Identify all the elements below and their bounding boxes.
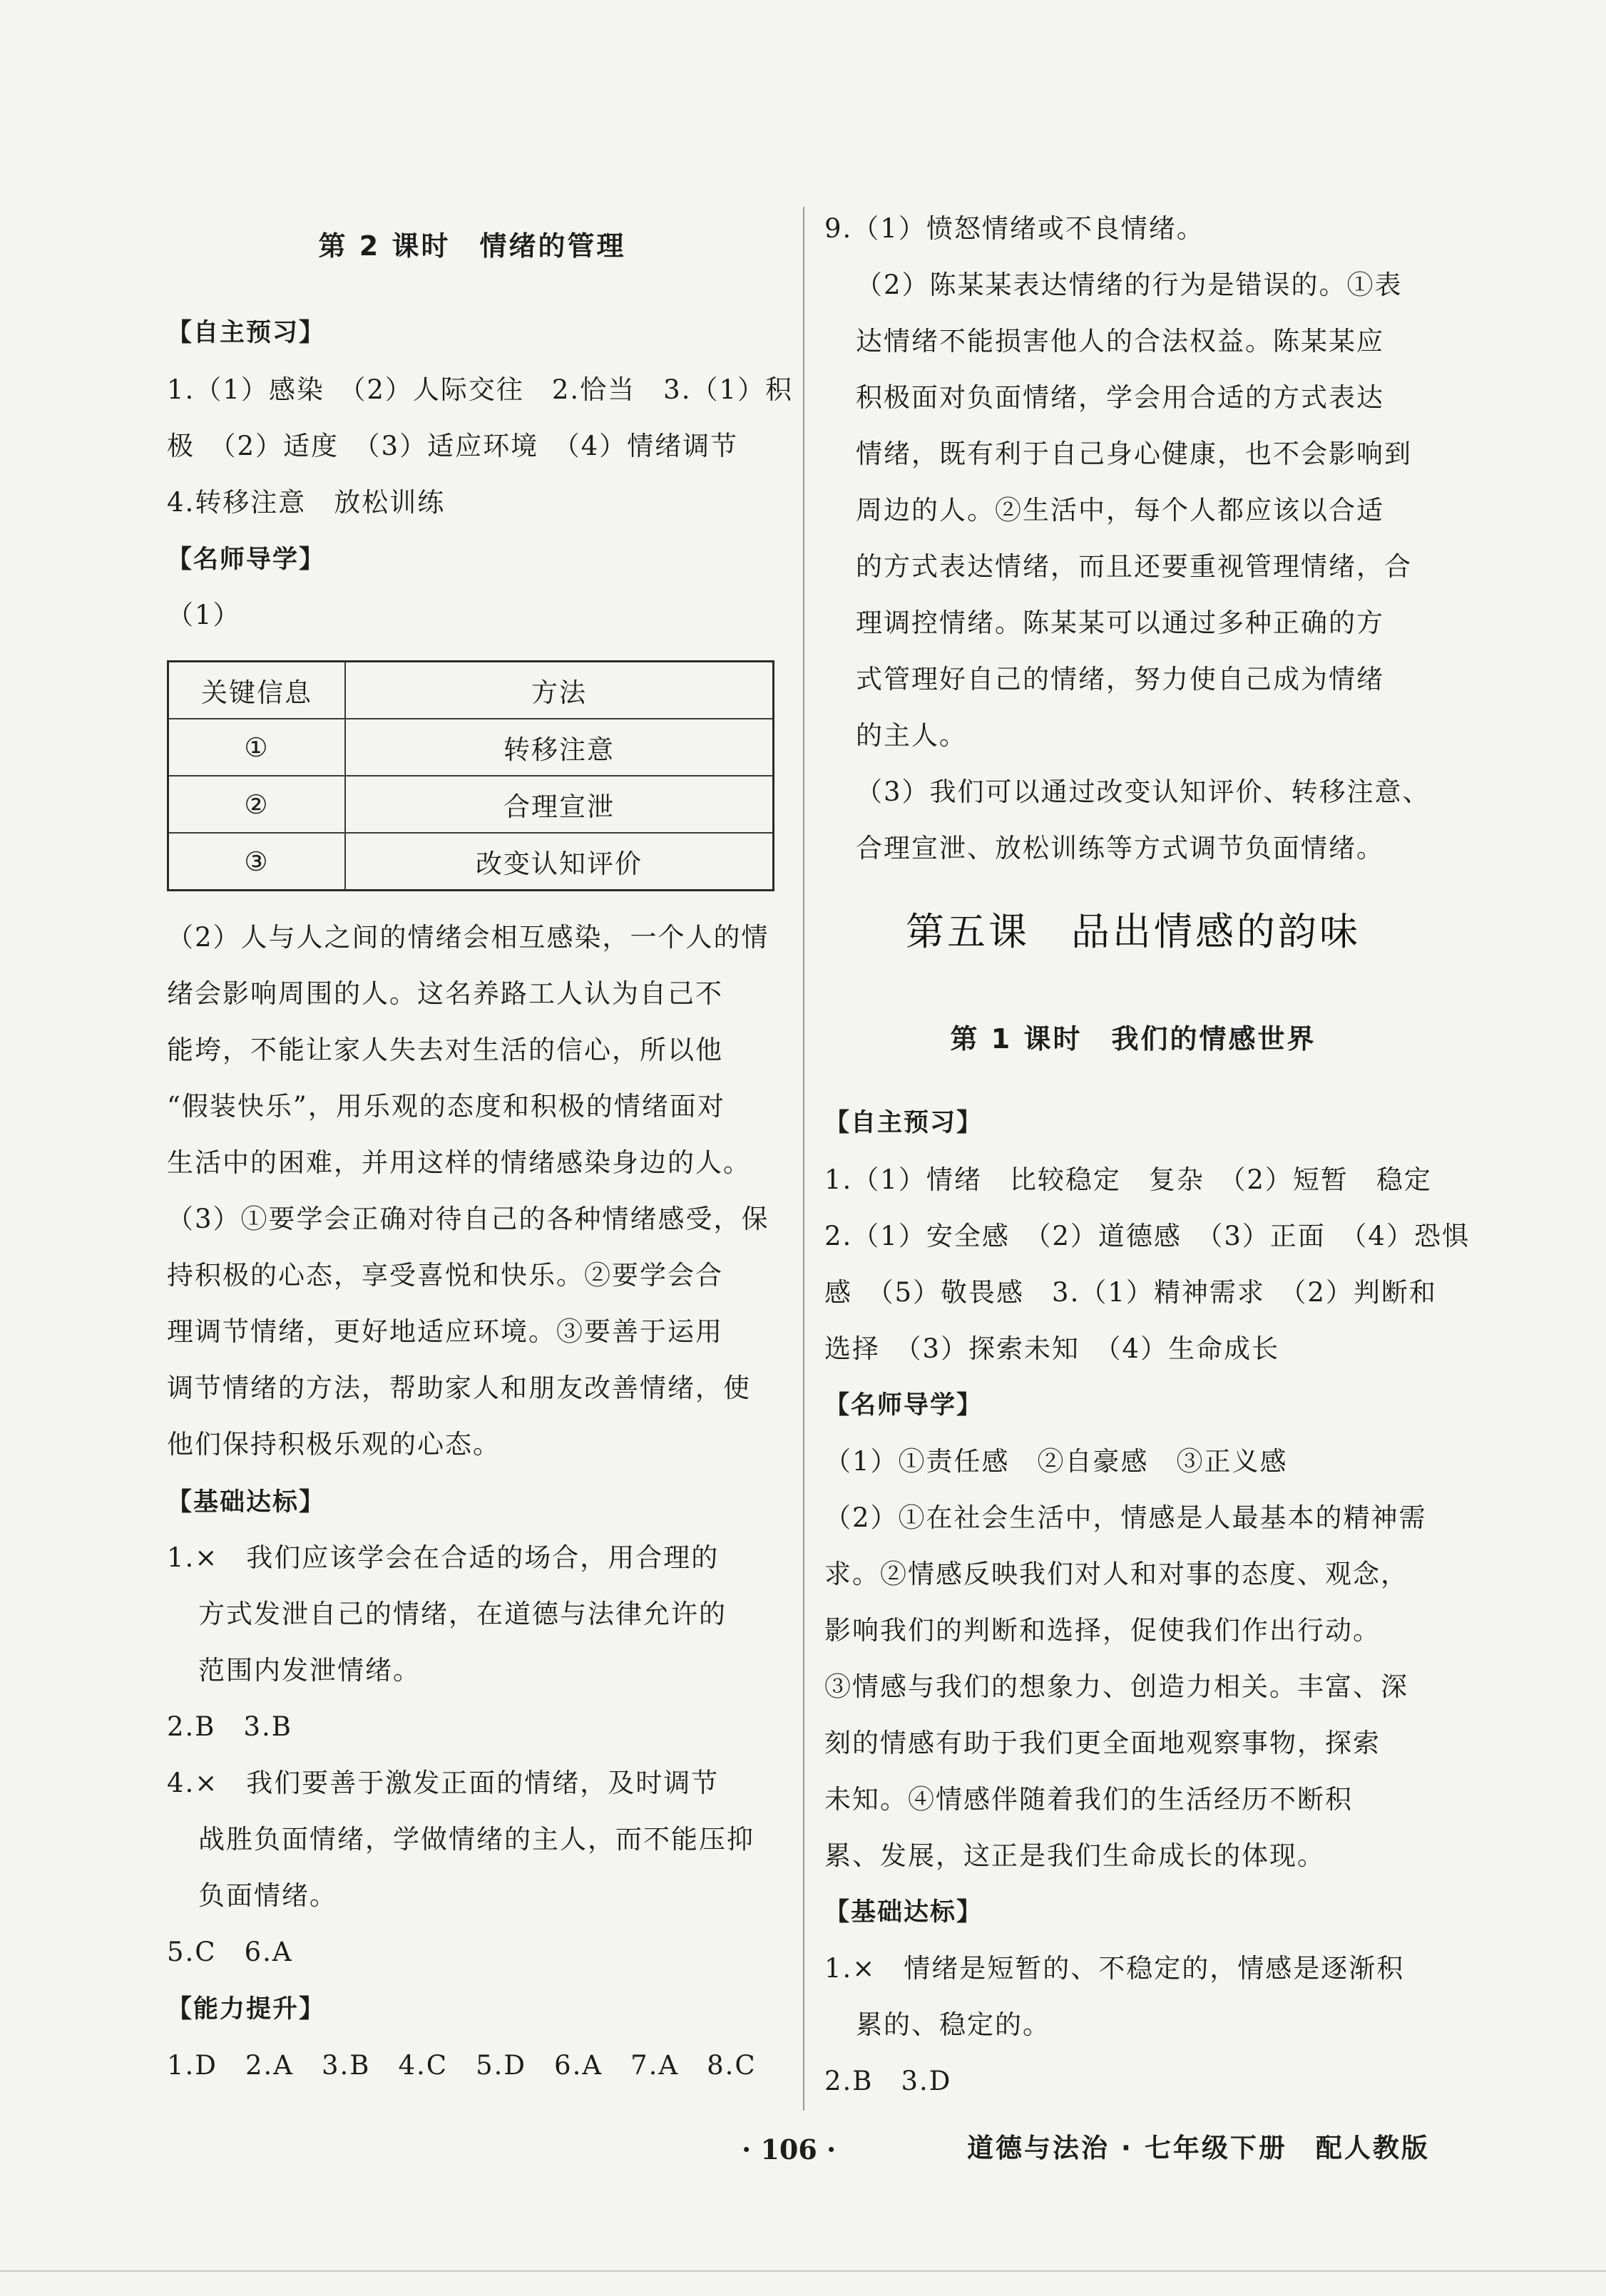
text-line: 1.（1）感染 （2）人际交往 2.恰当 3.（1）积 — [167, 374, 794, 405]
text-line: （3）我们可以通过改变认知评价、转移注意、 — [856, 777, 1431, 807]
table-header-row — [168, 662, 774, 719]
lesson-title: 第五课 品出情感的韵味 — [906, 909, 1361, 954]
text-line: 未知。④情感伴随着我们的生活经历不断积 — [824, 1784, 1353, 1815]
text-line: 积极面对负面情绪，学会用合适的方式表达 — [856, 382, 1384, 413]
scan-edge-line — [0, 2270, 1606, 2272]
text-line: 感 （5）敬畏感 3.（1）精神需求 （2）判断和 — [824, 1277, 1437, 1308]
table-cell: 转移注意 — [345, 719, 774, 776]
text-line: 4.转移注意 放松训练 — [167, 487, 446, 518]
text-line: 9.（1）愤怒情绪或不良情绪。 — [824, 213, 1204, 244]
text-line: 持积极的心态，享受喜悦和快乐。②要学会合 — [167, 1260, 723, 1291]
text-line: 周边的人。②生活中，每个人都应该以合适 — [856, 495, 1384, 526]
lesson-section-title: 第 2 课时 情绪的管理 — [318, 230, 626, 262]
table-row — [168, 776, 774, 833]
text-line: 求。②情感反映我们对人和对事的态度、观念， — [824, 1559, 1408, 1589]
text-line: 4.× 我们要善于激发正面的情绪，及时调节 — [167, 1768, 720, 1798]
table-cell: ③ — [168, 833, 346, 891]
text-line: 战胜负面情绪，学做情绪的主人，而不能压抑 — [198, 1824, 755, 1855]
text-line: 累、发展，这正是我们生命成长的体现。 — [824, 1840, 1325, 1871]
text-line: ③情感与我们的想象力、创造力相关。丰富、深 — [824, 1671, 1408, 1702]
text-line: 调节情绪的方法，帮助家人和朋友改善情绪，使 — [167, 1373, 751, 1403]
text-line: （1）①责任感 ②自豪感 ③正义感 — [824, 1446, 1288, 1477]
text-line: 累的、稳定的。 — [856, 2009, 1050, 2040]
section-heading-preview: 【自主预习】 — [167, 319, 326, 347]
text-line: “假装快乐”，用乐观的态度和积极的情绪面对 — [167, 1091, 725, 1122]
table-row — [168, 833, 774, 891]
text-line: 影响我们的判断和选择，促使我们作出行动。 — [824, 1615, 1381, 1646]
text-line: 式管理好自己的情绪，努力使自己成为情绪 — [856, 664, 1384, 695]
text-line: 能垮，不能让家人失去对生活的信心，所以他 — [167, 1035, 723, 1065]
table-label: （1） — [167, 600, 241, 630]
text-line: （3）①要学会正确对待自己的各种情绪感受，保 — [167, 1204, 769, 1234]
text-line: 1.× 我们应该学会在合适的场合，用合理的 — [167, 1542, 720, 1573]
table-cell: ① — [168, 719, 346, 776]
text-line: 2.B 3.B — [167, 1711, 292, 1742]
text-line: 理调控情绪。陈某某可以通过多种正确的方 — [856, 608, 1384, 638]
section-heading-basic: 【基础达标】 — [167, 1488, 326, 1517]
text-line: 范围内发泄情绪。 — [198, 1655, 421, 1686]
page-number: · 106 · — [742, 2133, 837, 2166]
text-line: （2）人与人之间的情绪会相互感染，一个人的情 — [167, 922, 769, 953]
section-heading-guide: 【名师导学】 — [167, 545, 326, 574]
table-cell: 合理宣泄 — [345, 776, 774, 833]
text-line: 2.（1）安全感 （2）道德感 （3）正面 （4）恐惧 — [824, 1221, 1470, 1251]
section-heading-guide: 【名师导学】 — [824, 1391, 983, 1420]
text-line: 情绪，既有利于自己身心健康，也不会影响到 — [856, 439, 1412, 469]
text-line: 2.B 3.D — [824, 2066, 952, 2096]
book-title: 道德与法治 · 七年级下册 配人教版 — [967, 2133, 1430, 2163]
text-line: 方式发泄自己的情绪，在道德与法律允许的 — [198, 1599, 727, 1629]
text-line: 的方式表达情绪，而且还要重视管理情绪，合 — [856, 551, 1412, 582]
key-info-table — [167, 660, 774, 891]
text-line: 负面情绪。 — [198, 1880, 337, 1911]
text-line: 的主人。 — [856, 720, 967, 751]
text-line: 达情绪不能损害他人的合法权益。陈某某应 — [856, 326, 1384, 357]
text-line: 1.（1）情绪 比较稳定 复杂 （2）短暂 稳定 — [824, 1164, 1432, 1195]
text-line: 刻的情感有助于我们更全面地观察事物，探索 — [824, 1728, 1381, 1758]
text-line: 合理宣泄、放松训练等方式调节负面情绪。 — [856, 833, 1384, 863]
text-line: （2）陈某某表达情绪的行为是错误的。①表 — [856, 270, 1403, 300]
text-line: 绪会影响周围的人。这名养路工人认为自己不 — [167, 978, 723, 1009]
text-line: 1.× 情绪是短暂的、不稳定的，情感是逐渐积 — [824, 1953, 1405, 1984]
text-line: 他们保持积极乐观的心态。 — [167, 1429, 501, 1460]
section-heading-basic: 【基础达标】 — [824, 1898, 983, 1927]
text-line: 1.D 2.A 3.B 4.C 5.D 6.A 7.A 8.C — [167, 2050, 757, 2081]
table-row — [168, 719, 774, 776]
text-line: 5.C 6.A — [167, 1937, 293, 1967]
table-header-cell: 方法 — [345, 662, 774, 719]
table-header-cell: 关键信息 — [168, 662, 346, 719]
section-heading-advanced: 【能力提升】 — [167, 1995, 326, 2024]
lesson-section-title: 第 1 课时 我们的情感世界 — [950, 1023, 1316, 1055]
section-heading-preview: 【自主预习】 — [824, 1109, 983, 1137]
text-line: 选择 （3）探索未知 （4）生命成长 — [824, 1333, 1280, 1364]
text-line: 理调节情绪，更好地适应环境。③要善于运用 — [167, 1316, 723, 1347]
column-divider — [803, 207, 804, 2111]
text-line: 生活中的困难，并用这样的情绪感染身边的人。 — [167, 1147, 751, 1178]
text-line: 极 （2）适度 （3）适应环境 （4）情绪调节 — [167, 431, 739, 461]
table-cell: 改变认知评价 — [345, 833, 774, 891]
table-cell: ② — [168, 776, 346, 833]
text-line: （2）①在社会生活中，情感是人最基本的精神需 — [824, 1502, 1427, 1533]
